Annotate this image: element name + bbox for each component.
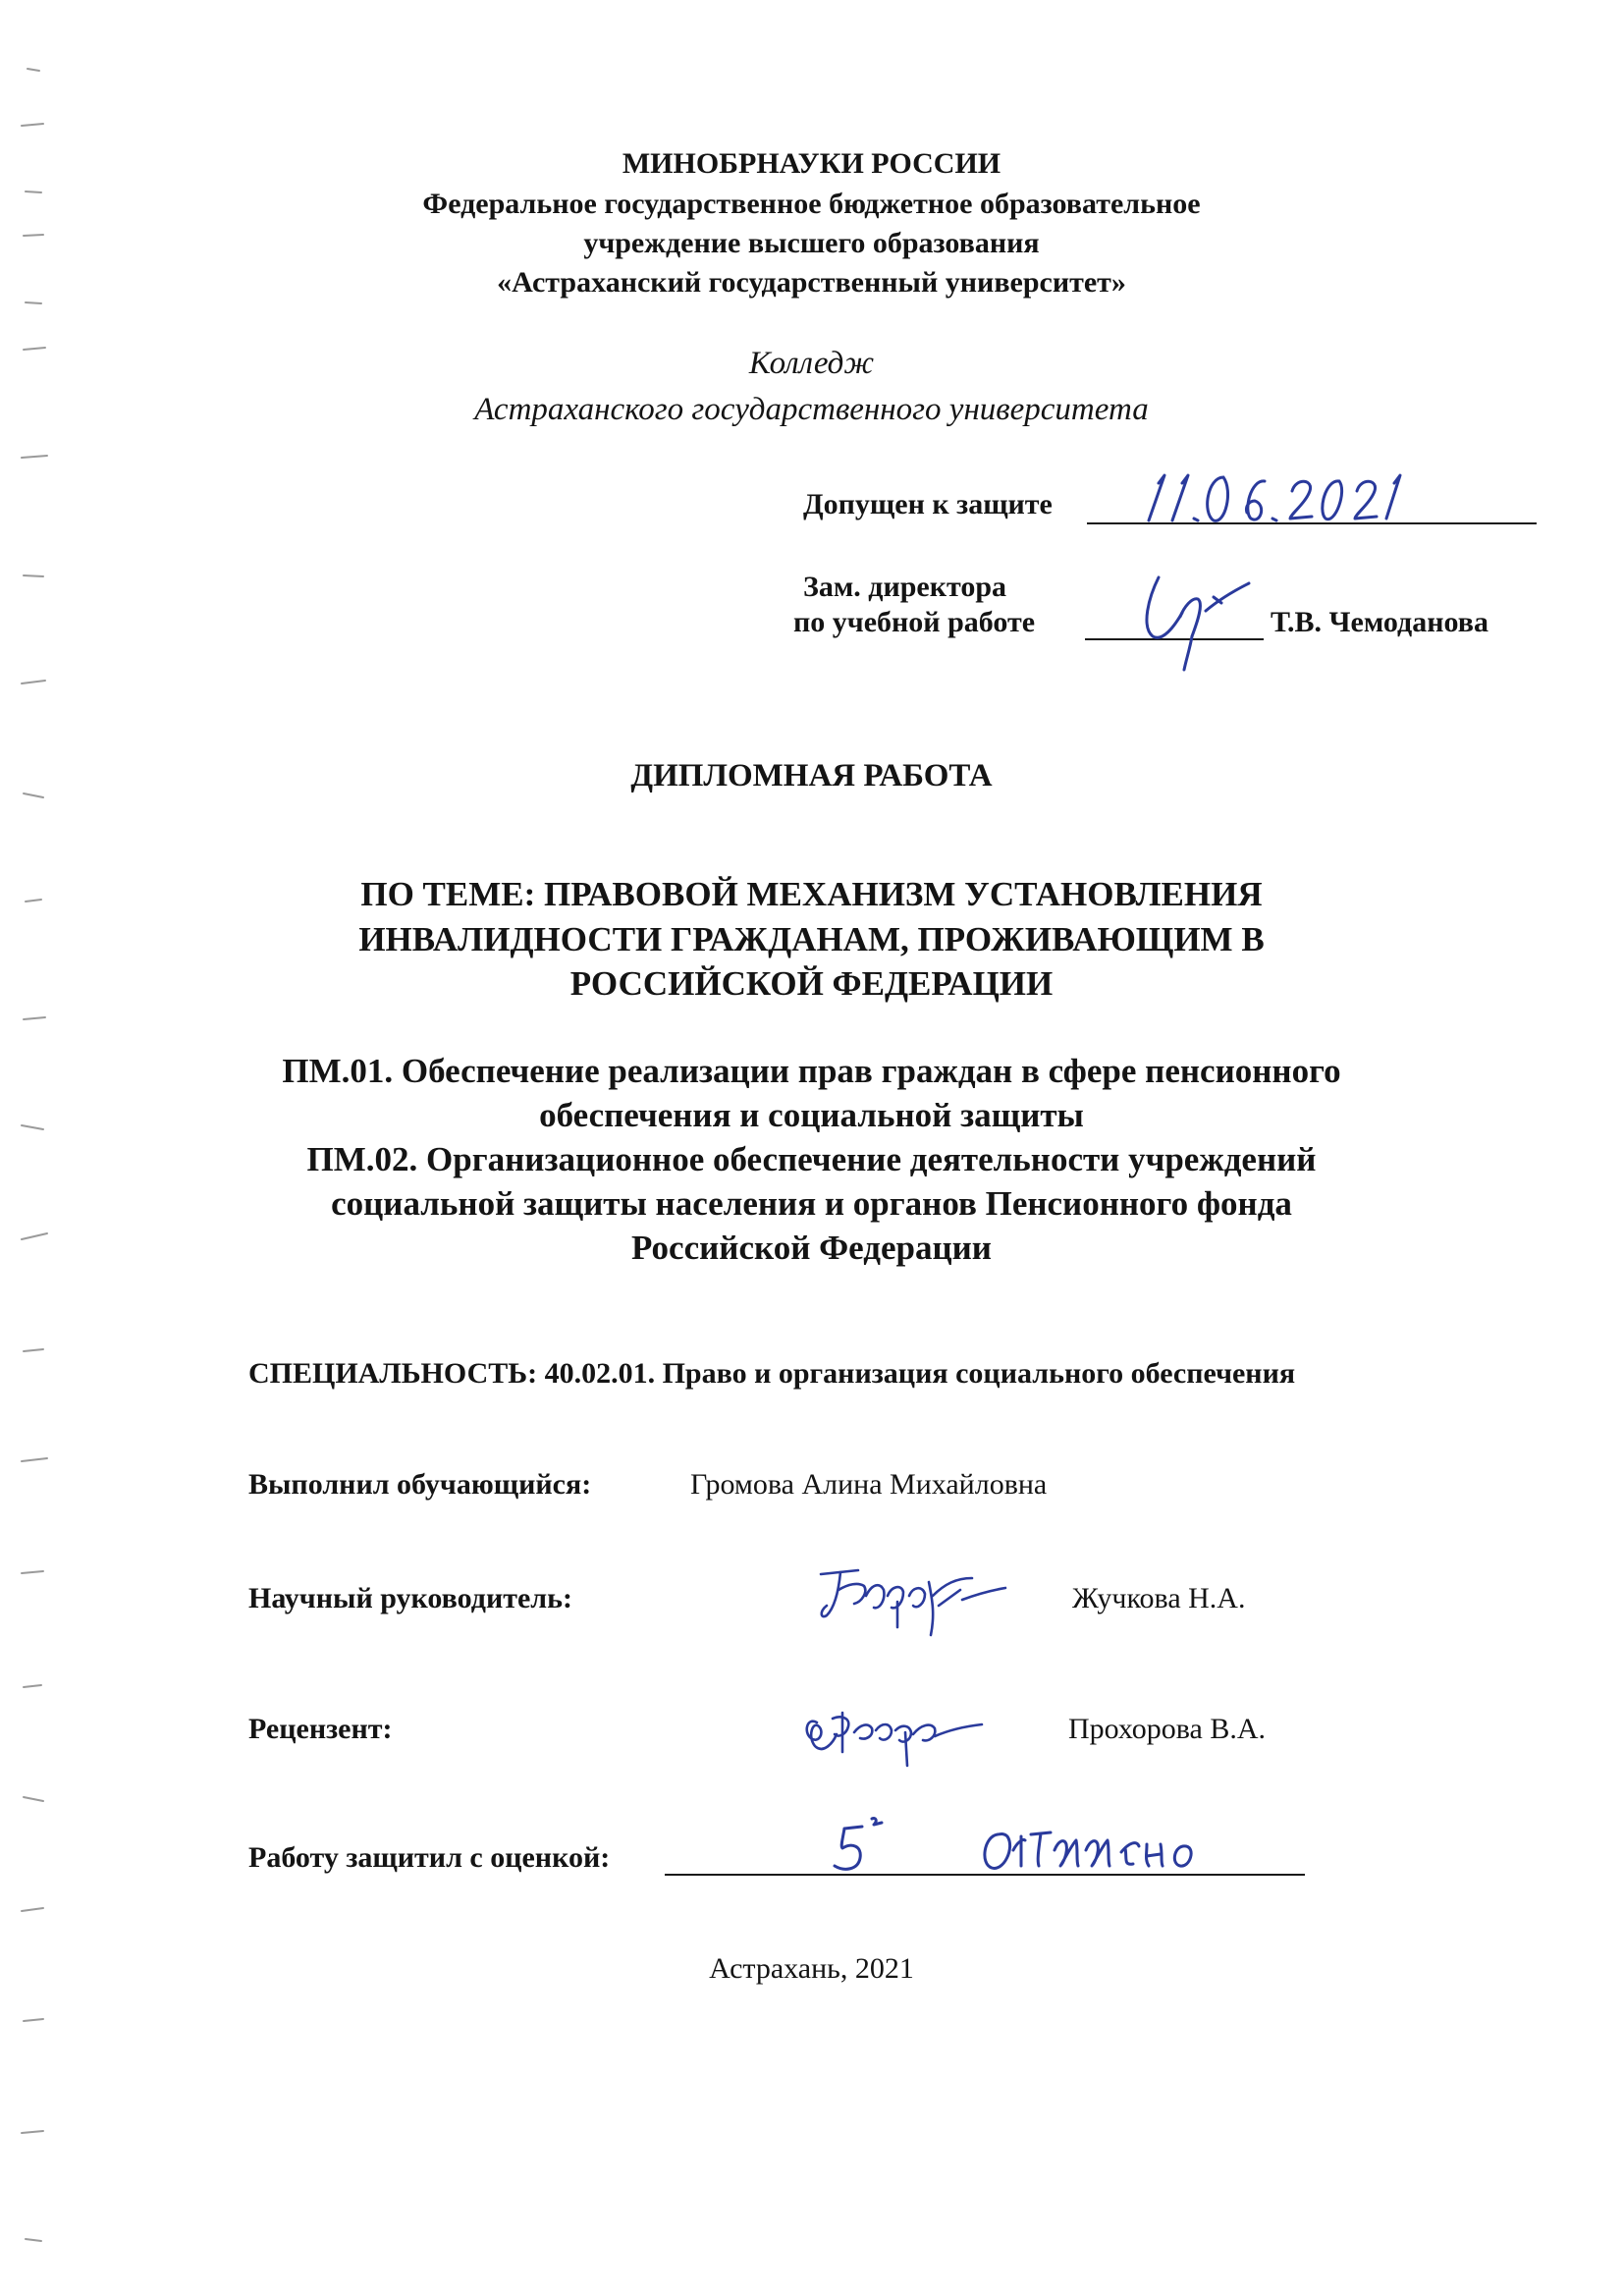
college-line-2: Астраханского государственного университета (474, 392, 1149, 427)
institution-line-3: «Астраханский государственный университет» (497, 266, 1126, 299)
ministry-name: МИНОБРНАУКИ РОССИИ (622, 147, 1001, 180)
reviewer-label: Рецензент: (248, 1713, 393, 1745)
module-pm01-line-2: обеспечения и социальной защиты (539, 1096, 1084, 1134)
specialty: СПЕЦИАЛЬНОСТЬ: 40.02.01. Право и организация социального обеспечения (248, 1357, 1296, 1390)
topic-line-2: ИНВАЛИДНОСТИ ГРАЖДАНАМ, ПРОЖИВАЮЩИМ В (358, 920, 1265, 958)
module-pm01-line-1: ПМ.01. Обеспечение реализации прав граждан в сфере пенсионного (282, 1052, 1341, 1090)
supervisor-name: Жучкова Н.А. (1072, 1582, 1246, 1614)
handwritten-grade (815, 1809, 1267, 1887)
work-type: ДИПЛОМНАЯ РАБОТА (630, 758, 993, 793)
topic-line-3: РОССИЙСКОЙ ФЕДЕРАЦИИ (569, 964, 1054, 1003)
director-name: Т.В. Чемоданова (1271, 606, 1488, 638)
module-pm02-line-3: Российской Федерации (631, 1229, 992, 1267)
student-name: Громова Алина Михайловна (690, 1468, 1048, 1501)
institution-line-2: учреждение высшего образования (583, 227, 1040, 259)
module-pm02-line-2: социальной защиты населения и органов Пенсионного фонда (331, 1184, 1292, 1223)
director-signature (1119, 558, 1267, 676)
topic-line-1: ПО ТЕМЕ: ПРАВОВОЙ МЕХАНИЗМ УСТАНОВЛЕНИЯ (360, 875, 1263, 913)
grade-label: Работу защитил с оценкой: (248, 1841, 611, 1874)
reviewer-name: Прохорова В.А. (1068, 1713, 1267, 1745)
student-label: Выполнил обучающийся: (248, 1468, 592, 1501)
institution-line-1: Федеральное государственное бюджетное образовательное (422, 188, 1201, 220)
supervisor-label: Научный руководитель: (248, 1582, 572, 1614)
reviewer-signature (797, 1689, 994, 1777)
module-pm02-line-1: ПМ.02. Организационное обеспечение деятельности учреждений (306, 1140, 1317, 1178)
supervisor-signature (815, 1557, 1011, 1645)
admitted-label: Допущен к защите (803, 488, 1053, 520)
city-year: Астрахань, 2021 (709, 1952, 914, 1985)
college-line-1: Колледж (748, 346, 875, 381)
handwritten-admit-date (1129, 462, 1424, 540)
position-line-2: по учебной работе (793, 606, 1036, 638)
position-line-1: Зам. директора (803, 571, 1007, 603)
